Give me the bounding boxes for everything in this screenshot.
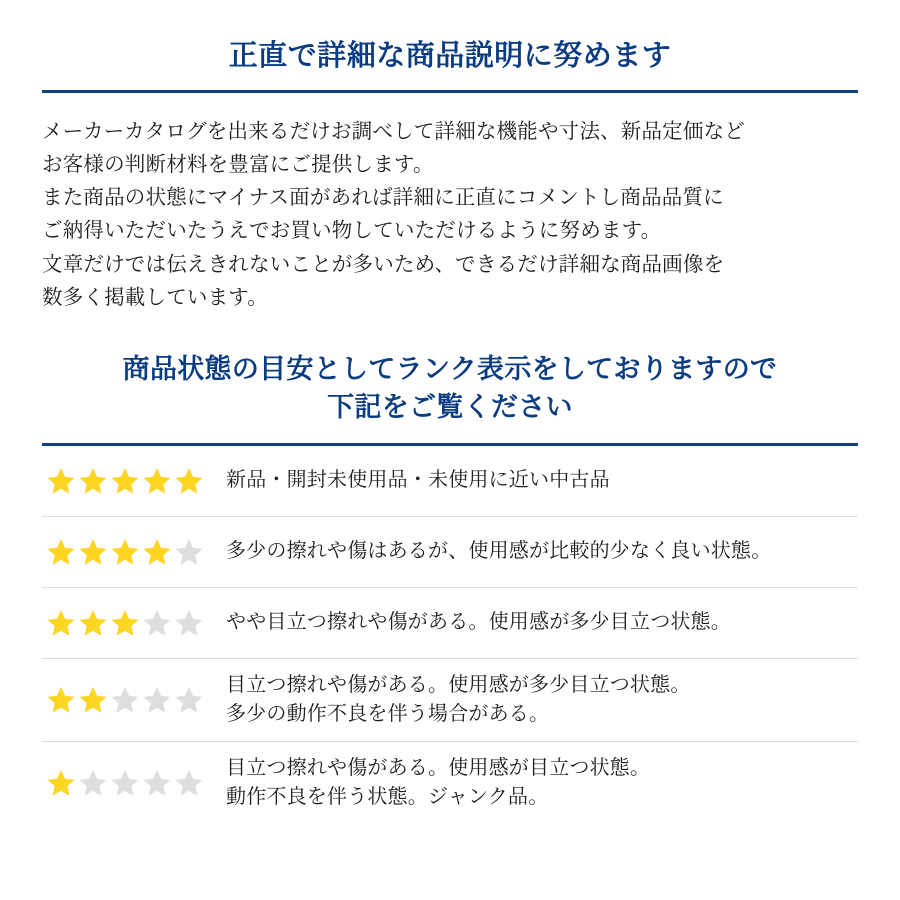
star-icon <box>110 537 140 567</box>
rank-description-line2: 動作不良を伴う状態。ジャンク品。 <box>226 785 549 808</box>
star-icon <box>174 768 204 798</box>
rank-description-line2: 多少の動作不良を伴う場合がある。 <box>226 702 550 725</box>
list-item <box>42 659 858 742</box>
star-icon <box>110 768 140 798</box>
star-icon <box>142 466 172 496</box>
star-icon <box>78 768 108 798</box>
rating-stars-5 <box>42 466 216 496</box>
star-icon <box>78 537 108 567</box>
star-icon <box>46 608 76 638</box>
rating-stars-1 <box>42 768 216 798</box>
divider-top <box>42 90 858 93</box>
rank-section-title-line1: 商品状態の目安としてランク表示をしておりますので <box>122 353 778 384</box>
rank-description-line1: 多少の擦れや傷はあるが、使用感が比較的少なく良い状態。 <box>226 540 772 563</box>
intro-paragraph <box>42 115 858 314</box>
list-item <box>42 742 858 824</box>
rank-section-title-line2: 下記をご覧ください <box>327 392 573 423</box>
star-icon <box>110 466 140 496</box>
list-item <box>42 446 858 517</box>
star-icon <box>46 685 76 715</box>
intro-line: また商品の状態にマイナス面があれば詳細に正直にコメントし商品品質に <box>42 186 724 210</box>
star-icon <box>78 466 108 496</box>
rank-section-title <box>42 350 858 427</box>
rank-description <box>216 608 858 637</box>
intro-line: 文章だけでは伝えきれないことが多いため、できるだけ詳細な商品画像を <box>42 252 725 276</box>
list-item <box>42 588 858 659</box>
rank-list <box>42 446 858 824</box>
rank-description <box>216 537 858 566</box>
star-icon <box>174 685 204 715</box>
rank-description-line1: 新品・開封未使用品・未使用に近い中古品 <box>226 469 610 492</box>
rating-stars-4 <box>42 537 216 567</box>
rank-description <box>216 754 858 812</box>
star-icon <box>174 608 204 638</box>
star-icon <box>142 768 172 798</box>
star-icon <box>46 768 76 798</box>
star-icon <box>110 608 140 638</box>
rating-stars-3 <box>42 608 216 638</box>
intro-line: お客様の判断材料を豊富にご提供します。 <box>42 152 434 176</box>
star-icon <box>46 466 76 496</box>
star-icon <box>78 608 108 638</box>
rank-description-line1: 目立つ擦れや傷がある。使用感が多少目立つ状態。 <box>226 673 691 696</box>
star-icon <box>46 537 76 567</box>
intro-line: 数多く掲載しています。 <box>42 285 269 309</box>
rank-description <box>216 671 858 729</box>
star-icon <box>174 466 204 496</box>
star-icon <box>142 608 172 638</box>
rating-stars-2 <box>42 685 216 715</box>
rank-description <box>216 466 858 495</box>
star-icon <box>174 537 204 567</box>
page-title: 正直で詳細な商品説明に努めます <box>228 40 672 72</box>
list-item <box>42 517 858 588</box>
star-icon <box>78 685 108 715</box>
rank-description-line1: 目立つ擦れや傷がある。使用感が目立つ状態。 <box>226 756 651 779</box>
star-icon <box>142 537 172 567</box>
star-icon <box>142 685 172 715</box>
intro-line: ご納得いただいたうえでお買い物していただけるように努めます。 <box>42 219 662 243</box>
rank-description-line1: やや目立つ擦れや傷がある。使用感が多少目立つ状態。 <box>226 611 731 634</box>
star-icon <box>110 685 140 715</box>
intro-line: メーカーカタログを出来るだけお調べして詳細な機能や寸法、新品定価など <box>42 119 745 143</box>
